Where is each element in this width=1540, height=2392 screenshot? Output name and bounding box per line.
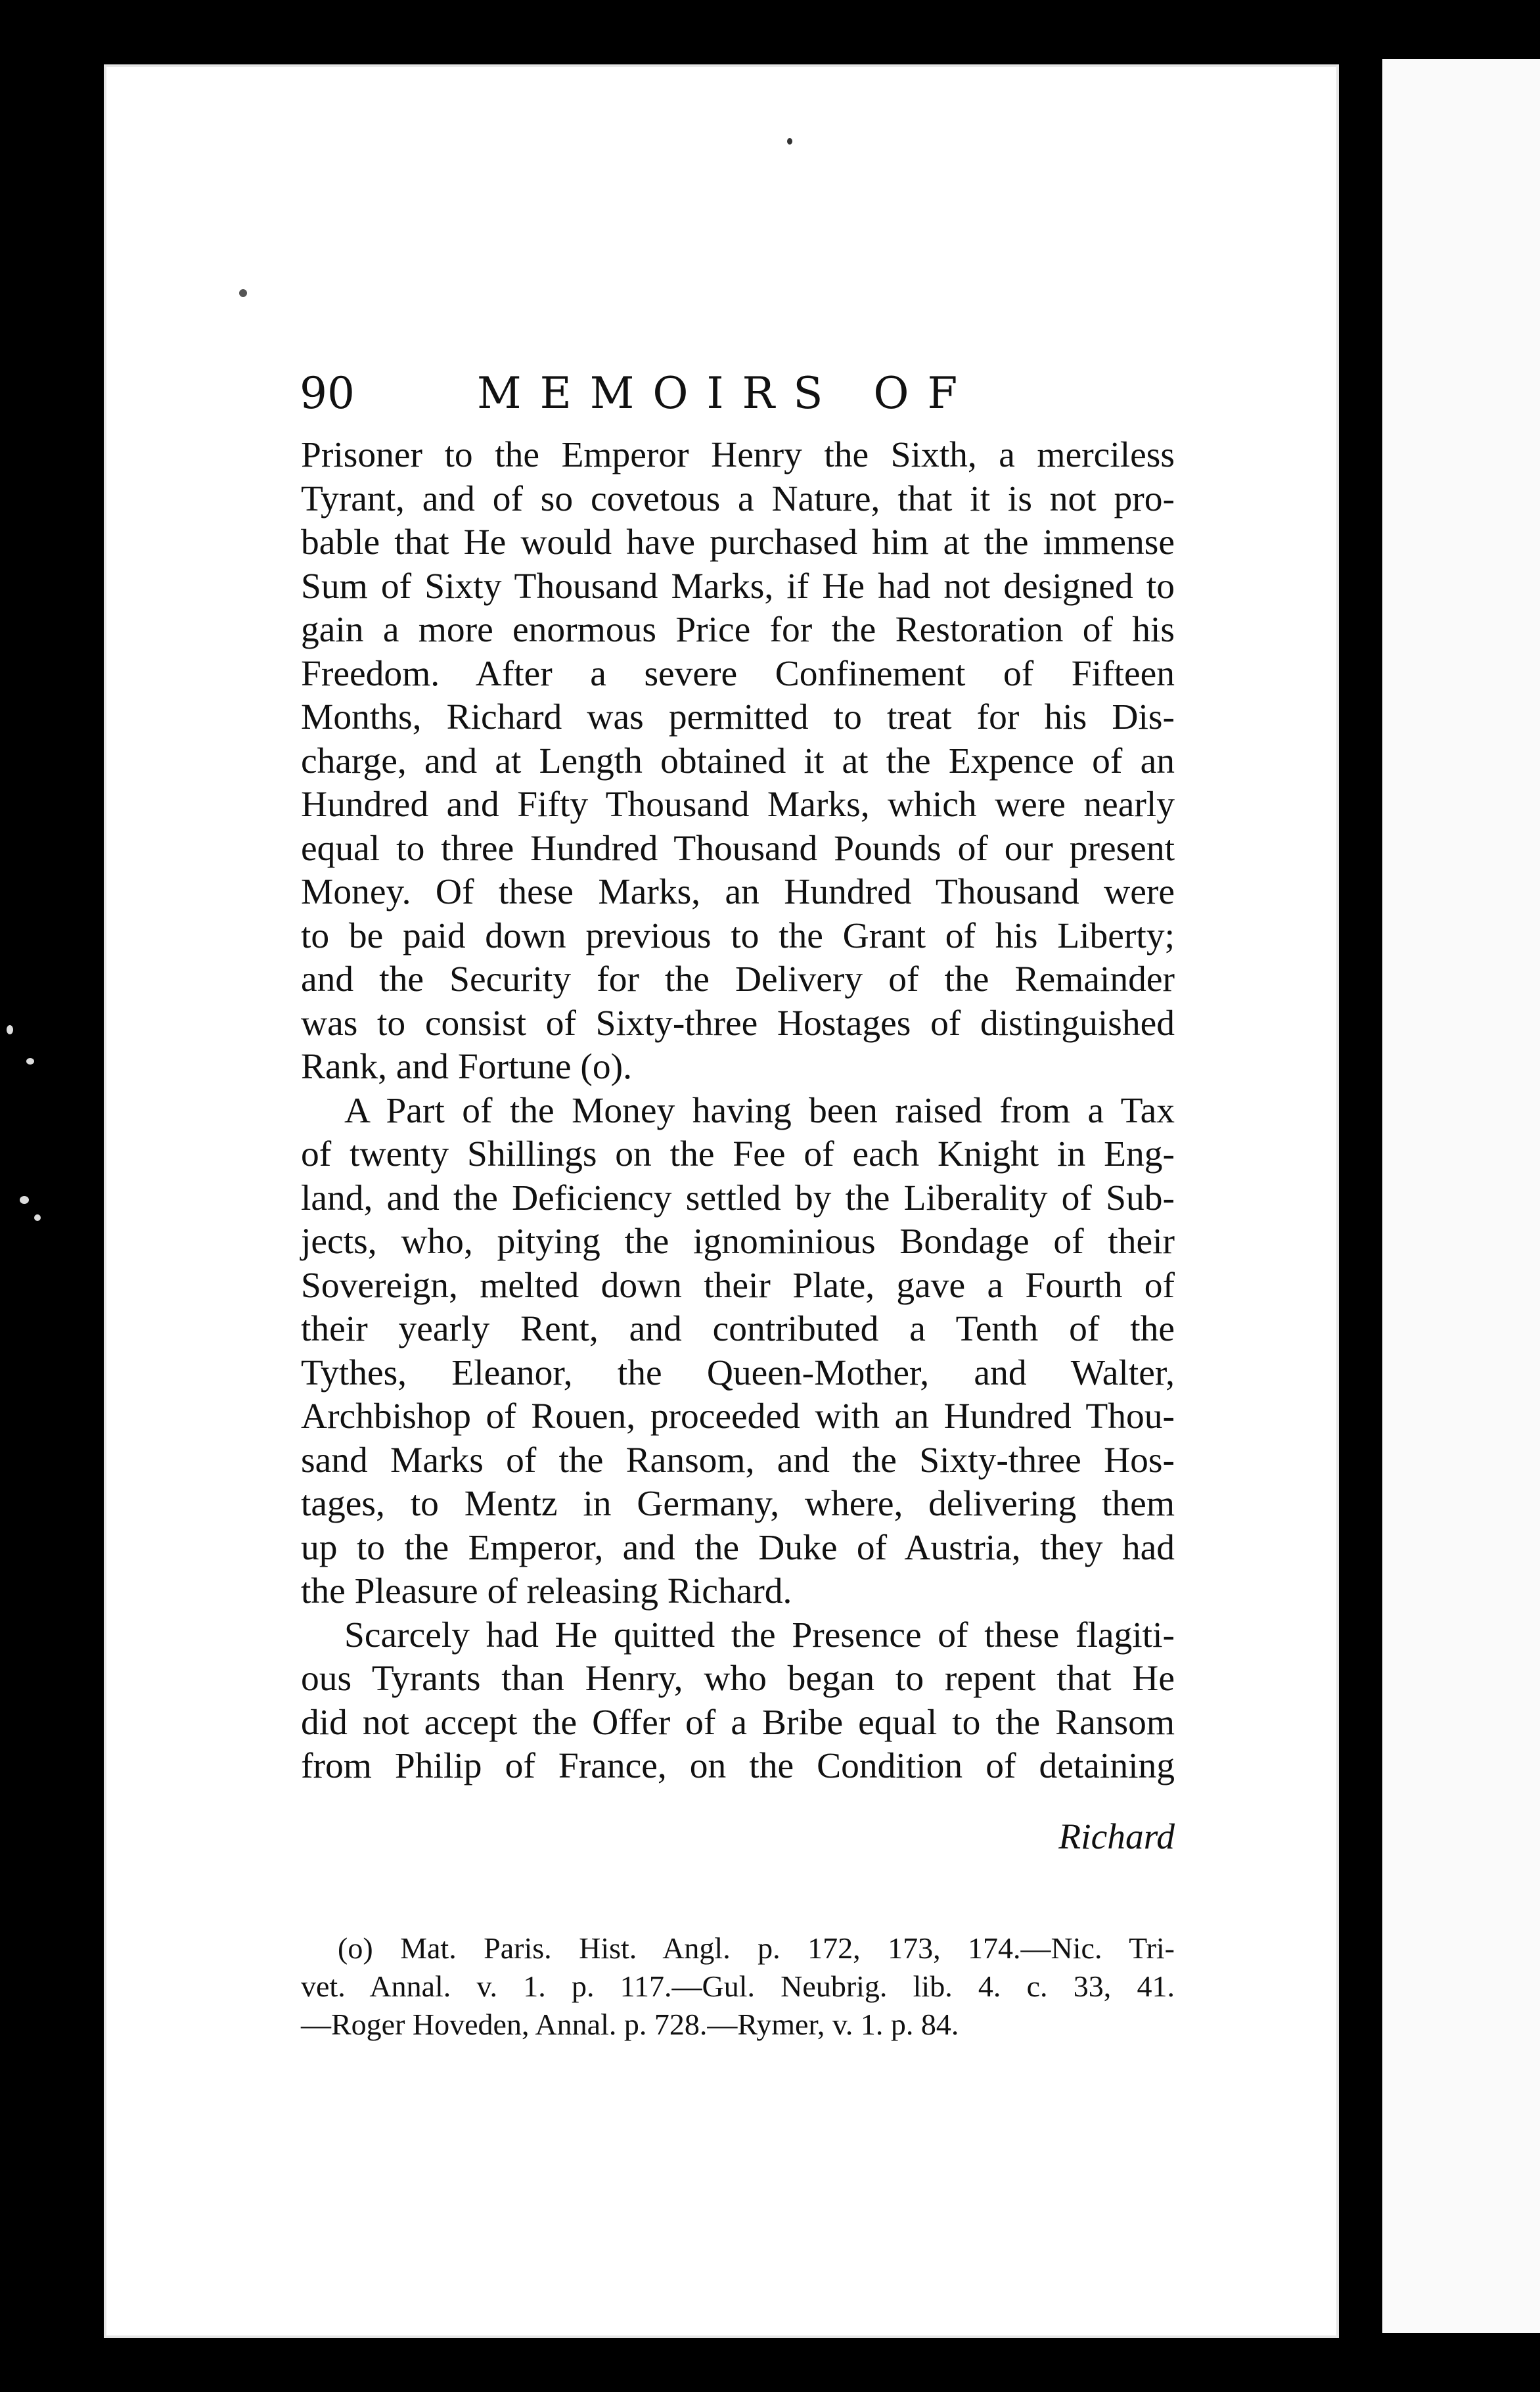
text-line: Prisoner to the Emperor Henry the Sixth, a merciless — [301, 435, 1175, 475]
adjacent-page-edge — [1382, 59, 1540, 2333]
text-line: Money. Of these Marks, an Hundred Thousand were — [301, 872, 1175, 912]
text-line: up to the Emperor, and the Duke of Austria, they had — [301, 1527, 1175, 1568]
text-line: Freedom. After a severe Confinement of Fifteen — [301, 653, 1175, 694]
footnote-line: —Roger Hoveden, Annal. p. 728.—Rymer, v. 1. p. 84. — [301, 2008, 959, 2041]
text-line: from Philip of France, on the Condition of detaining — [301, 1746, 1175, 1786]
text-line: gain a more enormous Price for the Restoration of his — [301, 610, 1175, 650]
text-line: Tythes, Eleanor, the Queen-Mother, and Walter, — [301, 1352, 1175, 1393]
text-line: of twenty Shillings on the Fee of each Knight in Eng- — [301, 1134, 1175, 1174]
text-line: tages, to Mentz in Germany, where, delivering them — [301, 1484, 1175, 1524]
text-line: did not accept the Offer of a Bribe equal to the Ransom — [301, 1702, 1175, 1743]
text-line: Rank, and Fortune (o). — [301, 1047, 633, 1087]
text-line: Hundred and Fifty Thousand Marks, which were nearly — [301, 785, 1175, 825]
page-header — [300, 368, 1180, 427]
text-line: the Pleasure of releasing Richard. — [301, 1571, 792, 1611]
page-number: 90 — [300, 368, 355, 419]
text-line: their yearly Rent, and contributed a Tenth of the — [301, 1309, 1175, 1349]
text-line: Sovereign, melted down their Plate, gave a Fourth of — [301, 1265, 1175, 1306]
text-line: bable that He would have purchased him at the immense — [301, 522, 1175, 563]
catchword: Richard — [1058, 1817, 1175, 1857]
text-line: and the Security for the Delivery of the Remainder — [301, 959, 1175, 1000]
text-line: sand Marks of the Ransom, and the Sixty-three Hos- — [301, 1440, 1175, 1481]
text-line: charge, and at Length obtained it at the Expence of an — [301, 741, 1175, 781]
text-line: Archbishop of Rouen, proceeded with an Hundred Thou- — [301, 1396, 1175, 1437]
text-line: Scarcely had He quitted the Presence of these flagiti- — [344, 1615, 1175, 1655]
text-line: A Part of the Money having been raised from a Tax — [344, 1090, 1175, 1131]
text-line: ous Tyrants than Henry, who began to repent that He — [301, 1659, 1175, 1699]
text-line: Months, Richard was permitted to treat for his Dis- — [301, 697, 1175, 737]
text-line: Sum of Sixty Thousand Marks, if He had not designed to — [301, 566, 1175, 607]
running-head: MEMOIRS OF — [477, 368, 976, 419]
footnote — [301, 1929, 1175, 2044]
body-text — [301, 434, 1175, 1789]
text-line: to be paid down previous to the Grant of his Liberty; — [301, 915, 1175, 956]
text-line: equal to three Hundred Thousand Pounds of our present — [301, 828, 1175, 869]
text-line: was to consist of Sixty-three Hostages of distinguished — [301, 1003, 1175, 1044]
text-line: Tyrant, and of so covetous a Nature, that it is not pro- — [301, 478, 1175, 519]
text-line: jects, who, pitying the ignominious Bondage of their — [301, 1222, 1175, 1262]
text-line: land, and the Deficiency settled by the Liberality of Sub- — [301, 1178, 1175, 1218]
footnote-line: (o) Mat. Paris. Hist. Angl. p. 172, 173, 174.—Nic. Tri- — [338, 1931, 1175, 1965]
footnote-line: vet. Annal. v. 1. p. 117.—Gul. Neubrig. lib. 4. c. 33, 41. — [301, 1969, 1175, 2003]
